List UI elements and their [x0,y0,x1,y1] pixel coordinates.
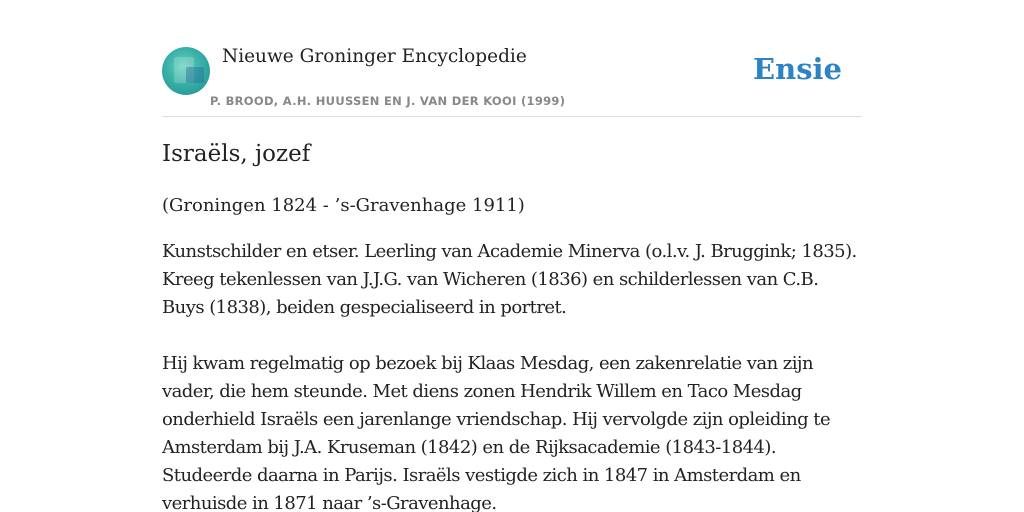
book-title[interactable]: Nieuwe Groninger Encyclopedie [222,46,527,67]
book-authors: P. BROOD, A.H. HUUSSEN EN J. VAN DER KOOI (1999) [210,94,566,108]
entry-paragraph-2: Hij kwam regelmatig op bezoek bij Klaas Mesdag, een zakenrelatie van zijn vader, die hem steunde. Met diens zonen Hendrik Willem en Taco Mesdag onderhield Israëls een jarenlange vriendschap. Hij vervolgde zijn opleiding te Amsterdam bij J.A. Kruseman (1842) en de Rijksacademie (1843-1844). Studeerde daarna in Parijs. Israëls vestigde zich in 1847 in Amsterdam en verhuisde in 1871 naar ’s-Gravenhage. [162,353,831,512]
entry-content [162,136,862,512]
entry-paragraph-1: Kunstschilder en etser. Leerling van Academie Minerva (o.l.v. J. Bruggink; 1835). Kreeg tekenlessen van J.J.G. van Wicheren (1836) en schilderlessen van C.B. Buys (1838), beiden gespecialiseerd in portret. [162,241,857,318]
cover-image-shape [186,67,204,83]
ensie-logo-link[interactable]: Ensie [753,52,842,86]
encyclopedia-header [162,44,862,117]
book-cover-thumbnail[interactable] [162,47,210,95]
entry-title: Israëls, jozef [162,141,311,167]
entry-dates: (Groningen 1824 - ’s-Gravenhage 1911) [162,195,525,216]
